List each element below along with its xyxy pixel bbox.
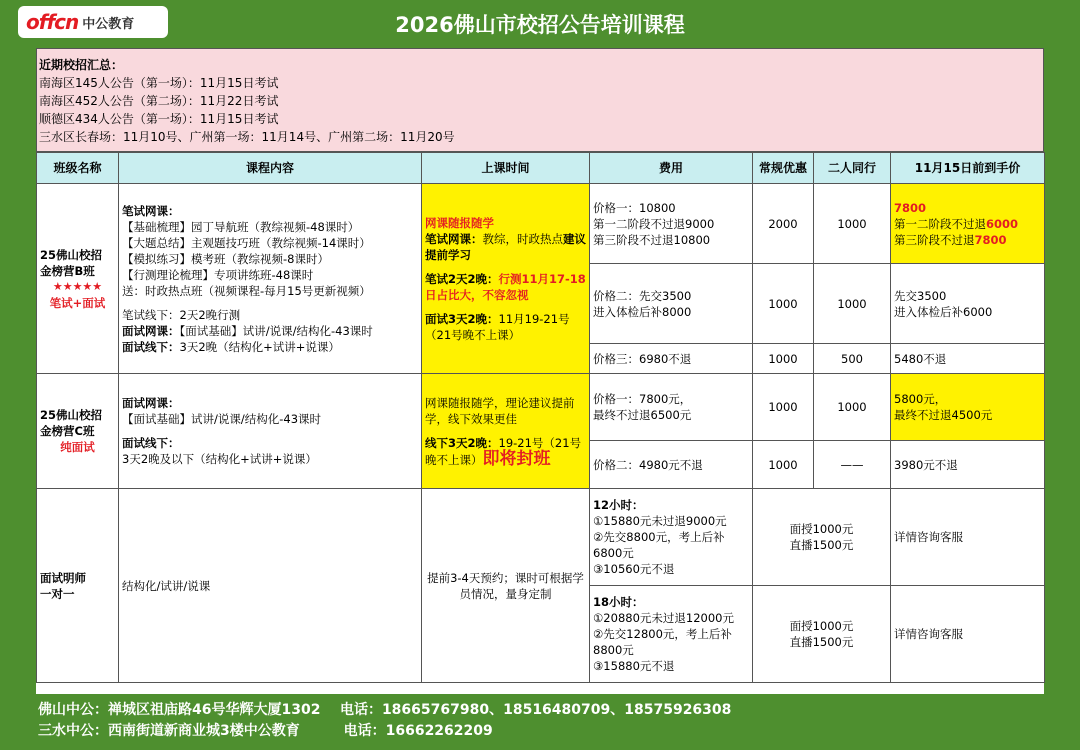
discount-line: 直播1500元 bbox=[789, 635, 854, 649]
fee-line: 最终不过退6500元 bbox=[593, 408, 692, 422]
summary-line: 南海区452人公告（第二场）：11月22日考试 bbox=[39, 94, 279, 108]
fee-line: 价格一：7800元， bbox=[593, 392, 692, 406]
logo-word: offcn bbox=[26, 10, 79, 34]
price-line: 7800 bbox=[894, 200, 927, 215]
fee-cell bbox=[590, 489, 753, 586]
class-name-b bbox=[37, 184, 119, 374]
regular-discount: 1000 bbox=[753, 441, 814, 489]
schedule-text: 行测11月17-18日占比大，不容忽视 bbox=[425, 271, 586, 302]
summary-line: 三水区长春场：11月10号、广州第一场：11月14号、广州第二场：11月20号 bbox=[39, 130, 455, 144]
schedule-label: 线下3天2晚： bbox=[425, 435, 499, 450]
fee-line: 价格二：先交3500 bbox=[593, 288, 692, 303]
schedule-line bbox=[425, 435, 586, 468]
fee-line: 第三阶段不过退10800 bbox=[593, 232, 711, 247]
final-price: 详情咨询客服 bbox=[891, 489, 1045, 586]
price-line: 进入体检后补6000 bbox=[894, 304, 993, 319]
summary-title: 近期校招汇总： bbox=[39, 58, 124, 72]
schedule-line bbox=[425, 311, 586, 343]
schedule-line: 网课随报随学，理论建议提前学，线下效果更佳 bbox=[425, 395, 575, 426]
table-row bbox=[37, 184, 1045, 264]
schedule-text: 19-21号（21号晚不上课） bbox=[425, 435, 582, 467]
schedule-line bbox=[425, 231, 586, 263]
footer-contacts bbox=[38, 700, 731, 742]
schedule-text: 11月19-21号（21号晚不上课） bbox=[425, 311, 570, 342]
pair-discount: 1000 bbox=[814, 374, 891, 441]
class-name-line: 金榜营C班 bbox=[40, 424, 95, 438]
class-name-line: 一对一 bbox=[40, 586, 75, 601]
discount-line: 直播1500元 bbox=[789, 538, 854, 552]
price-text: 第一二阶段不过退 bbox=[894, 216, 986, 231]
content-label: 面试线下： bbox=[122, 339, 180, 354]
table-row bbox=[37, 489, 1045, 586]
fee-line: 第一二阶段不过退9000 bbox=[593, 216, 715, 231]
final-price bbox=[891, 374, 1045, 441]
fee-line: ②先交12800元，考上后补8800元 bbox=[593, 627, 732, 657]
summary-line: 顺德区434人公告（第一场）：11月15日考试 bbox=[39, 112, 279, 126]
final-price: 5480不退 bbox=[891, 344, 1045, 374]
content-label: 面试网课： bbox=[122, 323, 180, 338]
fee-line: 进入体检后补8000 bbox=[593, 304, 692, 319]
fee-cell bbox=[590, 264, 753, 344]
fee-line: ③10560元不退 bbox=[593, 562, 675, 576]
discount-line: 面授1000元 bbox=[789, 522, 854, 536]
content-line: 【大题总结】主观题技巧班（教综视频-14课时） bbox=[122, 235, 371, 250]
regular-discount: 2000 bbox=[753, 184, 814, 264]
fee-cell: 价格三：6980不退 bbox=[590, 344, 753, 374]
discount-cell bbox=[753, 586, 891, 683]
exam-summary bbox=[36, 48, 1044, 152]
regular-discount: 1000 bbox=[753, 264, 814, 344]
price-line: 5800元， bbox=[894, 392, 947, 406]
price-line: 最终不过退4500元 bbox=[894, 408, 993, 422]
pair-discount: 1000 bbox=[814, 264, 891, 344]
schedule-c bbox=[422, 374, 590, 489]
final-price bbox=[891, 264, 1045, 344]
col-header: 课程内容 bbox=[119, 153, 422, 184]
content-line: 笔试线下：2天2晚行测 bbox=[122, 307, 241, 322]
content-line: 【模拟练习】模考班（教综视频-8课时） bbox=[122, 251, 329, 266]
price-line bbox=[894, 232, 1041, 248]
col-header: 11月15日前到手价 bbox=[891, 153, 1045, 184]
class-name-line: 金榜营B班 bbox=[40, 263, 95, 278]
footer-line: 三水中公：西南街道新商业城3楼中公教育 电话：16662262209 bbox=[38, 723, 493, 739]
logo-cn: 中公教育 bbox=[82, 16, 135, 32]
footer-line: 佛山中公：禅城区祖庙路46号华辉大厦1302 电话：18665767980、18516480709、18575926308 bbox=[38, 702, 732, 718]
price-text: 第三阶段不过退 bbox=[894, 232, 975, 247]
regular-discount: 1000 bbox=[753, 344, 814, 374]
class-name-d bbox=[37, 489, 119, 683]
fee-cell bbox=[590, 184, 753, 264]
col-header: 常规优惠 bbox=[753, 153, 814, 184]
content-text: 3天2晚（结构化+试讲+说课） bbox=[179, 339, 340, 354]
class-name-line: 25佛山校招 bbox=[40, 247, 103, 262]
fee-line: 价格一：10800 bbox=[593, 200, 676, 215]
rating-stars: ★★★★★ bbox=[52, 279, 103, 293]
pair-discount: —— bbox=[814, 441, 891, 489]
fee-line: ①15880元未过退9000元 bbox=[593, 514, 727, 528]
content-text: 【面试基础】试讲/说课/结构化-43课时 bbox=[179, 323, 373, 338]
course-content-b bbox=[119, 184, 422, 374]
regular-discount: 1000 bbox=[753, 374, 814, 441]
price-line: 先交3500 bbox=[894, 288, 947, 303]
course-content-d: 结构化/试讲/说课 bbox=[119, 489, 422, 683]
fee-line: ②先交8800元，考上后补6800元 bbox=[593, 530, 725, 560]
class-name-line: 面试明师 bbox=[40, 570, 86, 585]
schedule-label: 面试3天2晚： bbox=[425, 311, 499, 326]
final-price: 详情咨询客服 bbox=[891, 586, 1045, 683]
fee-cell: 价格二：4980元不退 bbox=[590, 441, 753, 489]
content-line: 面试网课： bbox=[122, 396, 180, 410]
col-header: 费用 bbox=[590, 153, 753, 184]
pair-discount: 500 bbox=[814, 344, 891, 374]
fee-line: ①20880元未过退12000元 bbox=[593, 611, 734, 625]
price-line bbox=[894, 216, 1041, 232]
fee-line: ③15880元不退 bbox=[593, 659, 675, 673]
course-content-c bbox=[119, 374, 422, 489]
content-line: 【行测理论梳理】专项讲练班-48课时 bbox=[122, 267, 314, 282]
closing-notice: 即将封班 bbox=[482, 448, 551, 469]
schedule-label: 笔试网课： bbox=[425, 231, 483, 246]
col-header: 班级名称 bbox=[37, 153, 119, 184]
course-sheet bbox=[36, 48, 1044, 694]
discount-cell bbox=[753, 489, 891, 586]
page-title: 2026佛山市校招公告培训课程 bbox=[395, 13, 685, 37]
col-header: 二人同行 bbox=[814, 153, 891, 184]
content-line: 【基础梳理】园丁导航班（教综视频-48课时） bbox=[122, 219, 360, 234]
table-row bbox=[37, 374, 1045, 441]
fee-line: 12小时： bbox=[593, 498, 644, 512]
schedule-line bbox=[425, 271, 586, 303]
price-value: 7800 bbox=[974, 232, 1007, 247]
summary-line: 南海区145人公告（第一场）：11月15日考试 bbox=[39, 76, 279, 90]
schedule-b bbox=[422, 184, 590, 374]
fee-line: 18小时： bbox=[593, 595, 644, 609]
schedule-note: 建议提前学习 bbox=[425, 231, 586, 262]
class-tag: 笔试+面试 bbox=[49, 295, 106, 310]
header-bar bbox=[0, 0, 1080, 46]
schedule-text: 教综，时政热点 bbox=[482, 231, 563, 246]
col-header: 上课时间 bbox=[422, 153, 590, 184]
course-table bbox=[36, 152, 1045, 683]
price-value: 6000 bbox=[986, 216, 1019, 231]
content-line: 送：时政热点班（视频课程-每月15号更新视频） bbox=[122, 283, 371, 298]
final-price: 3980元不退 bbox=[891, 441, 1045, 489]
schedule-label: 笔试2天2晚： bbox=[425, 271, 499, 286]
class-name-line: 25佛山校招 bbox=[40, 408, 103, 422]
fee-cell bbox=[590, 586, 753, 683]
content-line bbox=[122, 323, 418, 339]
pair-discount: 1000 bbox=[814, 184, 891, 264]
content-line: 笔试网课： bbox=[122, 203, 180, 218]
table-header-row bbox=[37, 153, 1045, 184]
schedule-line: 网课随报随学 bbox=[425, 215, 494, 230]
discount-line: 面授1000元 bbox=[789, 619, 854, 633]
content-line: 面试线下： bbox=[122, 436, 180, 450]
content-line bbox=[122, 339, 418, 355]
schedule-d: 提前3-4天预约；课时可根据学员情况，量身定制 bbox=[422, 489, 590, 683]
content-line: 【面试基础】试讲/说课/结构化-43课时 bbox=[122, 412, 322, 426]
content-line: 3天2晚及以下（结构化+试讲+说课） bbox=[122, 452, 317, 466]
final-price bbox=[891, 184, 1045, 264]
class-name-c bbox=[37, 374, 119, 489]
class-tag: 纯面试 bbox=[60, 440, 95, 454]
fee-cell bbox=[590, 374, 753, 441]
